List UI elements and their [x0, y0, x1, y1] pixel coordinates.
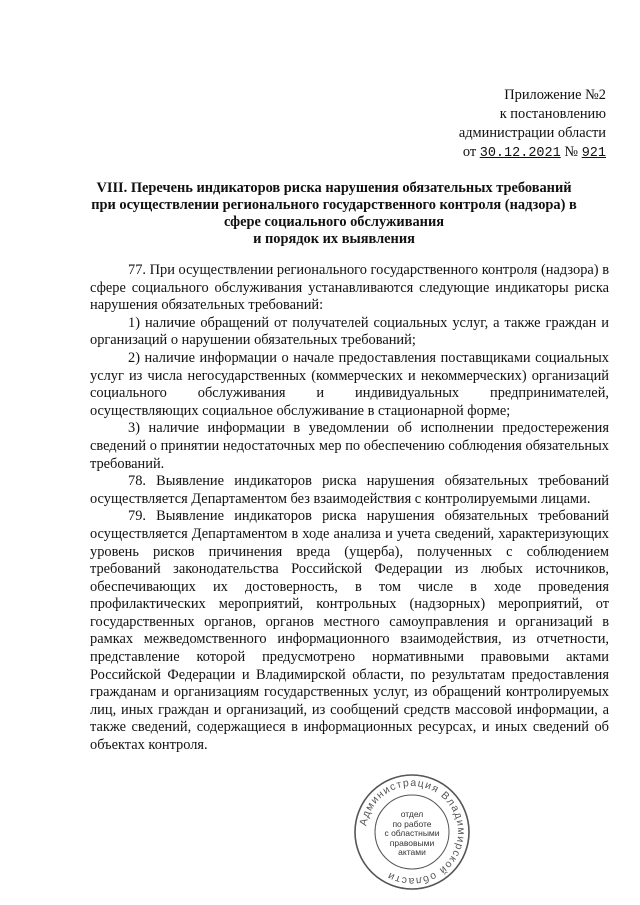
- paragraph-78: 78. Выявление индикаторов риска нарушения обязательных требований осуществляется Департаментом без взаимодействия с контролируемыми лицами.: [90, 473, 609, 507]
- title-line-1: VIII. Перечень индикаторов риска нарушения обязательных требований: [96, 180, 572, 196]
- number-sign: №: [564, 144, 579, 160]
- date-prefix: от: [462, 144, 477, 160]
- document-number: 921: [581, 146, 606, 161]
- stamp-line-3: с областными: [384, 828, 440, 838]
- section-title: [62, 180, 606, 248]
- stamp-inner-text: [352, 810, 472, 858]
- title-line-2: при осуществлении регионального государственного контроля (надзора) в: [91, 197, 577, 213]
- document-date: 30.12.2021: [479, 146, 561, 161]
- stamp-line-2: по работе: [392, 818, 432, 829]
- list-item-3: 3) наличие информации в уведомлении об исполнении предостережения сведений о принятии недостаточных мер по обеспечению соблюдения обязательных требований.: [90, 420, 609, 472]
- stamp-line-4: правовыми: [389, 837, 435, 848]
- title-line-4: и порядок их выявления: [253, 231, 415, 247]
- paragraph-77: 77. При осуществлении регионального государственного контроля (надзора) в сфере социального обслуживания устанавливаются следующие индикаторы риска нарушения обязательных требований:: [90, 262, 609, 314]
- document-body: [90, 262, 609, 755]
- list-item-2: 2) наличие информации о начале предоставления поставщиками социальных услуг из числа негосударственных (коммерческих и некоммерческих) организаций социального обслуживания и индивидуальных предпринимателей, осуществляющих социальное обслуживание в стационарной форме;: [90, 349, 609, 419]
- appendix-number: Приложение №2: [504, 87, 606, 103]
- paragraph-79: 79. Выявление индикаторов риска нарушения обязательных требований осуществляется Департаментом в ходе анализа и учета сведений, характеризующих уровень рисков причинения вреда (ущерба), полученных с соблюдением требований законодательства Российской Федерации из любых источников, обеспечивающих их достоверность, в том числе в ходе проведения профилактических мероприятий, контрольных (надзорных) мероприятий, от государственных органов, органов местного самоуправления и организаций в рамках межведомственного информационного взаимодействия, из отчетности, представление которой предусмотрено нормативными правовыми актами Российской Федерации и Владимирской области, по результатам предоставления гражданам и организациям государственных услуг, из обращений контролируемых лиц, иных граждан и организаций, из сообщений средств массовой информации, а также сведений, содержащиеся в информационных ресурсах, и иных сведений об объектах контроля.: [90, 508, 609, 754]
- stamp-ring-text: Администрация Владимирской области: [357, 776, 468, 888]
- stamp-line-1: отдел: [400, 809, 424, 819]
- title-line-3: сфере социального обслуживания: [223, 214, 445, 230]
- appendix-authority: администрации области: [458, 125, 606, 141]
- stamp-line-5: актами: [398, 847, 426, 857]
- list-item-1: 1) наличие обращений от получателей социальных услуг, а также граждан и организаций о нарушении обязательных требований;: [90, 314, 609, 349]
- appendix-date-line: [459, 143, 606, 163]
- appendix-reference: к постановлению: [499, 106, 606, 122]
- official-stamp: [352, 772, 472, 892]
- appendix-header: [459, 86, 606, 163]
